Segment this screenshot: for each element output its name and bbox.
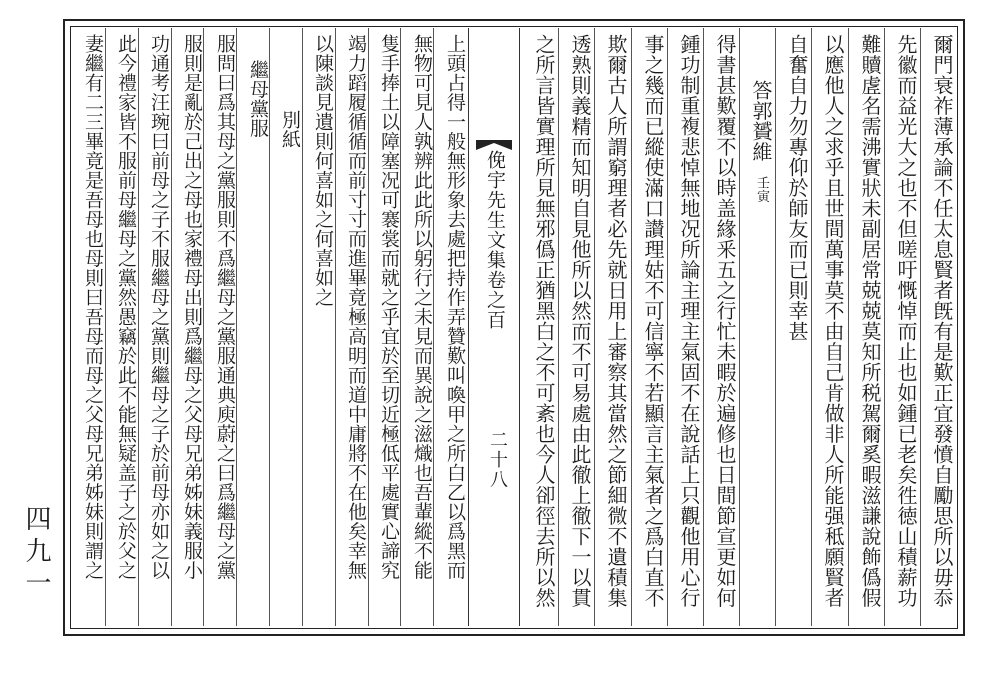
text-column: 自奮自力勿專仰於師友而已則幸甚 [785,34,809,342]
text-column: 鍾功制重複悲悼無地况所論主理主氣固不在說話上只觀他用心行 [677,34,701,608]
subsection-heading: 繼母黨服 [247,60,269,138]
text-column: 事之幾而已縱使滿口讃理姑不可信寧不若顯言主氣者之爲白直不 [641,34,665,608]
text-column: 妻繼有二三畢竟是吾母也母則曰吾母而母之父母兄弟姊妹則謂之 [82,34,104,580]
text-column: 無物可見人孰辨此此所以躬行之未見而異說之滋熾也吾輩縱不能 [411,34,433,580]
section-heading: 答郭贇維壬寅 [749,80,773,203]
text-column: 以陳談見遺則何喜如之何喜如之 [312,34,334,307]
text-column: 之所言皆實理所見無邪僞正猶黑白之不可紊也今人卻徑去所以然 [532,34,556,608]
text-column: 功通考汪琬曰前母之子不服繼母之黨則繼母之子於前母亦如之以 [148,34,170,580]
text-column: 服問曰爲其母之黨服則不爲繼母之黨服通典庾蔚之曰爲繼母之黨 [214,34,236,580]
page-number: 四九一 [21,505,51,601]
text-column: 得書甚歎覆不以時盖緣釆五之行忙未暇於遍修也日間節宣更如何 [713,34,737,608]
folio-number: 二十八 [487,430,508,490]
text-column: 隻手捧土以障塞况可褰裳而就之乎宜於至切近極低平處實心諦究 [378,34,400,580]
text-column: 竭力蹈履循循而前寸寸而進畢竟極高明而道中庸將不在他矣幸無 [345,34,367,580]
text-column: 透熟則義精而知明自見他所以然而不可易處由此徹上徹下一以貫 [568,34,592,608]
text-column: 服則是亂於己出之母也家禮母出則爲繼母之父母兄弟姊妹義服小 [181,34,203,580]
text-column: 欺爾古人所謂窮理者必先就日用上審察其當然之節細微不遺積集 [604,34,628,608]
book-title: 俛宇先生文集卷之百 [484,150,506,330]
section-heading: 別紙 [279,110,301,149]
text-column: 難贖虗名需沸實狀未副居常兢兢莫知所税駕爾奚暇滋謙說飾僞假 [858,34,882,608]
column-rule [631,28,632,626]
column-rule [848,28,849,626]
text-column: 此今禮家皆不服前母繼母之黨然愚竊於此不能無疑盖子之於父之 [115,34,137,580]
text-column: 先徽而益光大之也不但嗟吁慨悼而止也如鍾已老矣徃徳山積薪功 [894,34,918,608]
text-column: 爾門衰祚薄承論不任太息賢者旣有是歎正宜發憤自勵思所以毋忝 [930,34,954,608]
date-annotation: 壬寅 [754,176,769,203]
text-column: 以應他人之求乎且世間萬事莫不由自己肯做非人所能强秪願賢者 [821,34,845,608]
text-column: 上頭占得一般無形象去處把持作弄贊歎叫喚甲之所白乙以爲黑而 [444,34,466,580]
